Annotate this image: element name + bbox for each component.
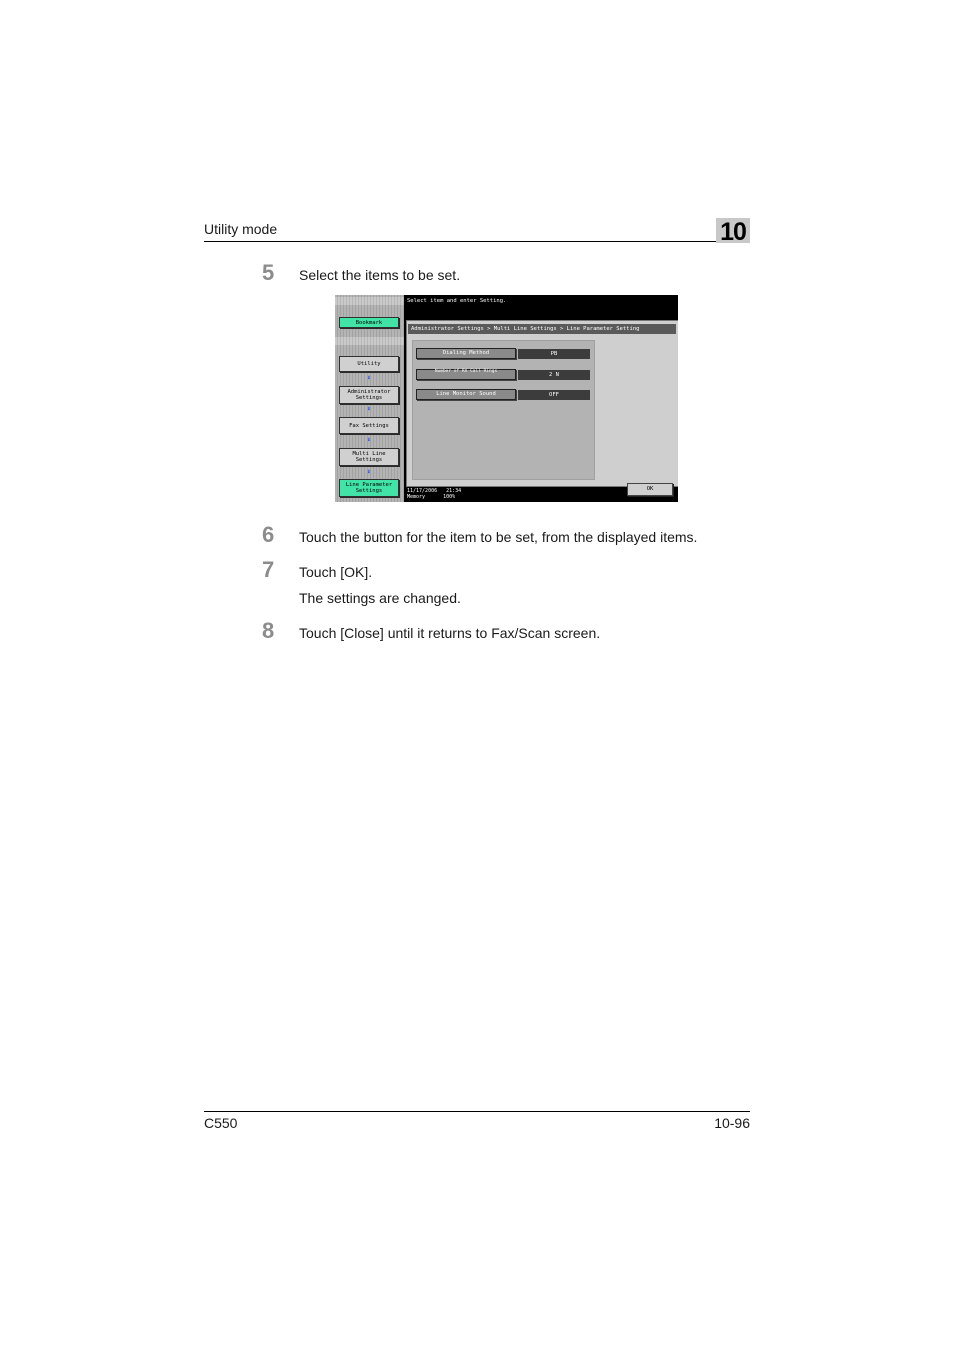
settings-panel (406, 320, 678, 487)
arrow-down-icon: ⬇ (366, 436, 372, 444)
dialing-method-button[interactable]: Dialing Method (416, 348, 516, 359)
ok-button[interactable]: OK (627, 483, 673, 496)
utility-screen-illustration (335, 295, 678, 502)
utility-button[interactable]: Utility (339, 356, 399, 372)
administrator-settings-button[interactable]: Administrator Settings (339, 386, 399, 404)
header-title: Utility mode (204, 221, 278, 237)
footer-page-number: 10-96 (714, 1115, 750, 1131)
step-7-result: The settings are changed. (299, 590, 461, 606)
multi-line-settings-button[interactable]: Multi Line Settings (339, 448, 399, 466)
breadcrumb: Administrator Settings > Multi Line Settings > Line Parameter Setting (408, 324, 676, 334)
step-7-number: 7 (262, 557, 275, 582)
footer-rule (204, 1111, 750, 1112)
footer-model: C550 (204, 1115, 238, 1131)
header-rule (204, 241, 750, 242)
setting-row (416, 348, 592, 359)
setting-row (416, 389, 592, 400)
arrow-down-icon: ⬇ (366, 374, 372, 382)
status-datetime: 11/17/2006 21:34 (407, 488, 462, 494)
chapter-number: 10 (716, 218, 750, 243)
step-5-number: 5 (262, 260, 275, 285)
rx-call-rings-button[interactable]: Number of RX Call Rings (416, 369, 516, 380)
fax-settings-button[interactable]: Fax Settings (339, 417, 399, 434)
step-5-text: Select the items to be set. (299, 267, 461, 283)
line-parameter-settings-button[interactable]: Line Parameter Settings (339, 479, 399, 497)
status-memory: Memory 100% (407, 494, 456, 500)
line-monitor-sound-button[interactable]: Line Monitor Sound (416, 389, 516, 400)
rx-call-rings-value: 2 N (518, 370, 590, 380)
dialing-method-value: PB (518, 349, 590, 359)
line-monitor-sound-value: OFF (518, 390, 590, 400)
step-6-number: 6 (262, 522, 275, 547)
setting-row (416, 369, 592, 380)
step-8-text: Touch [Close] until it returns to Fax/Scan screen. (299, 625, 601, 641)
panel-band (335, 297, 404, 305)
settings-list (412, 340, 595, 480)
arrow-down-icon: ⬇ (366, 405, 372, 413)
left-panel (335, 295, 404, 502)
step-6-text: Touch the button for the item to be set, from the displayed items. (299, 529, 698, 545)
bookmark-button[interactable]: Bookmark (339, 317, 399, 328)
arrow-down-icon: ⬇ (366, 468, 372, 476)
step-7-text: Touch [OK]. (299, 564, 373, 580)
step-8-number: 8 (262, 618, 275, 643)
panel-band (335, 337, 404, 345)
screen-message: Select item and enter Setting. (407, 298, 507, 304)
